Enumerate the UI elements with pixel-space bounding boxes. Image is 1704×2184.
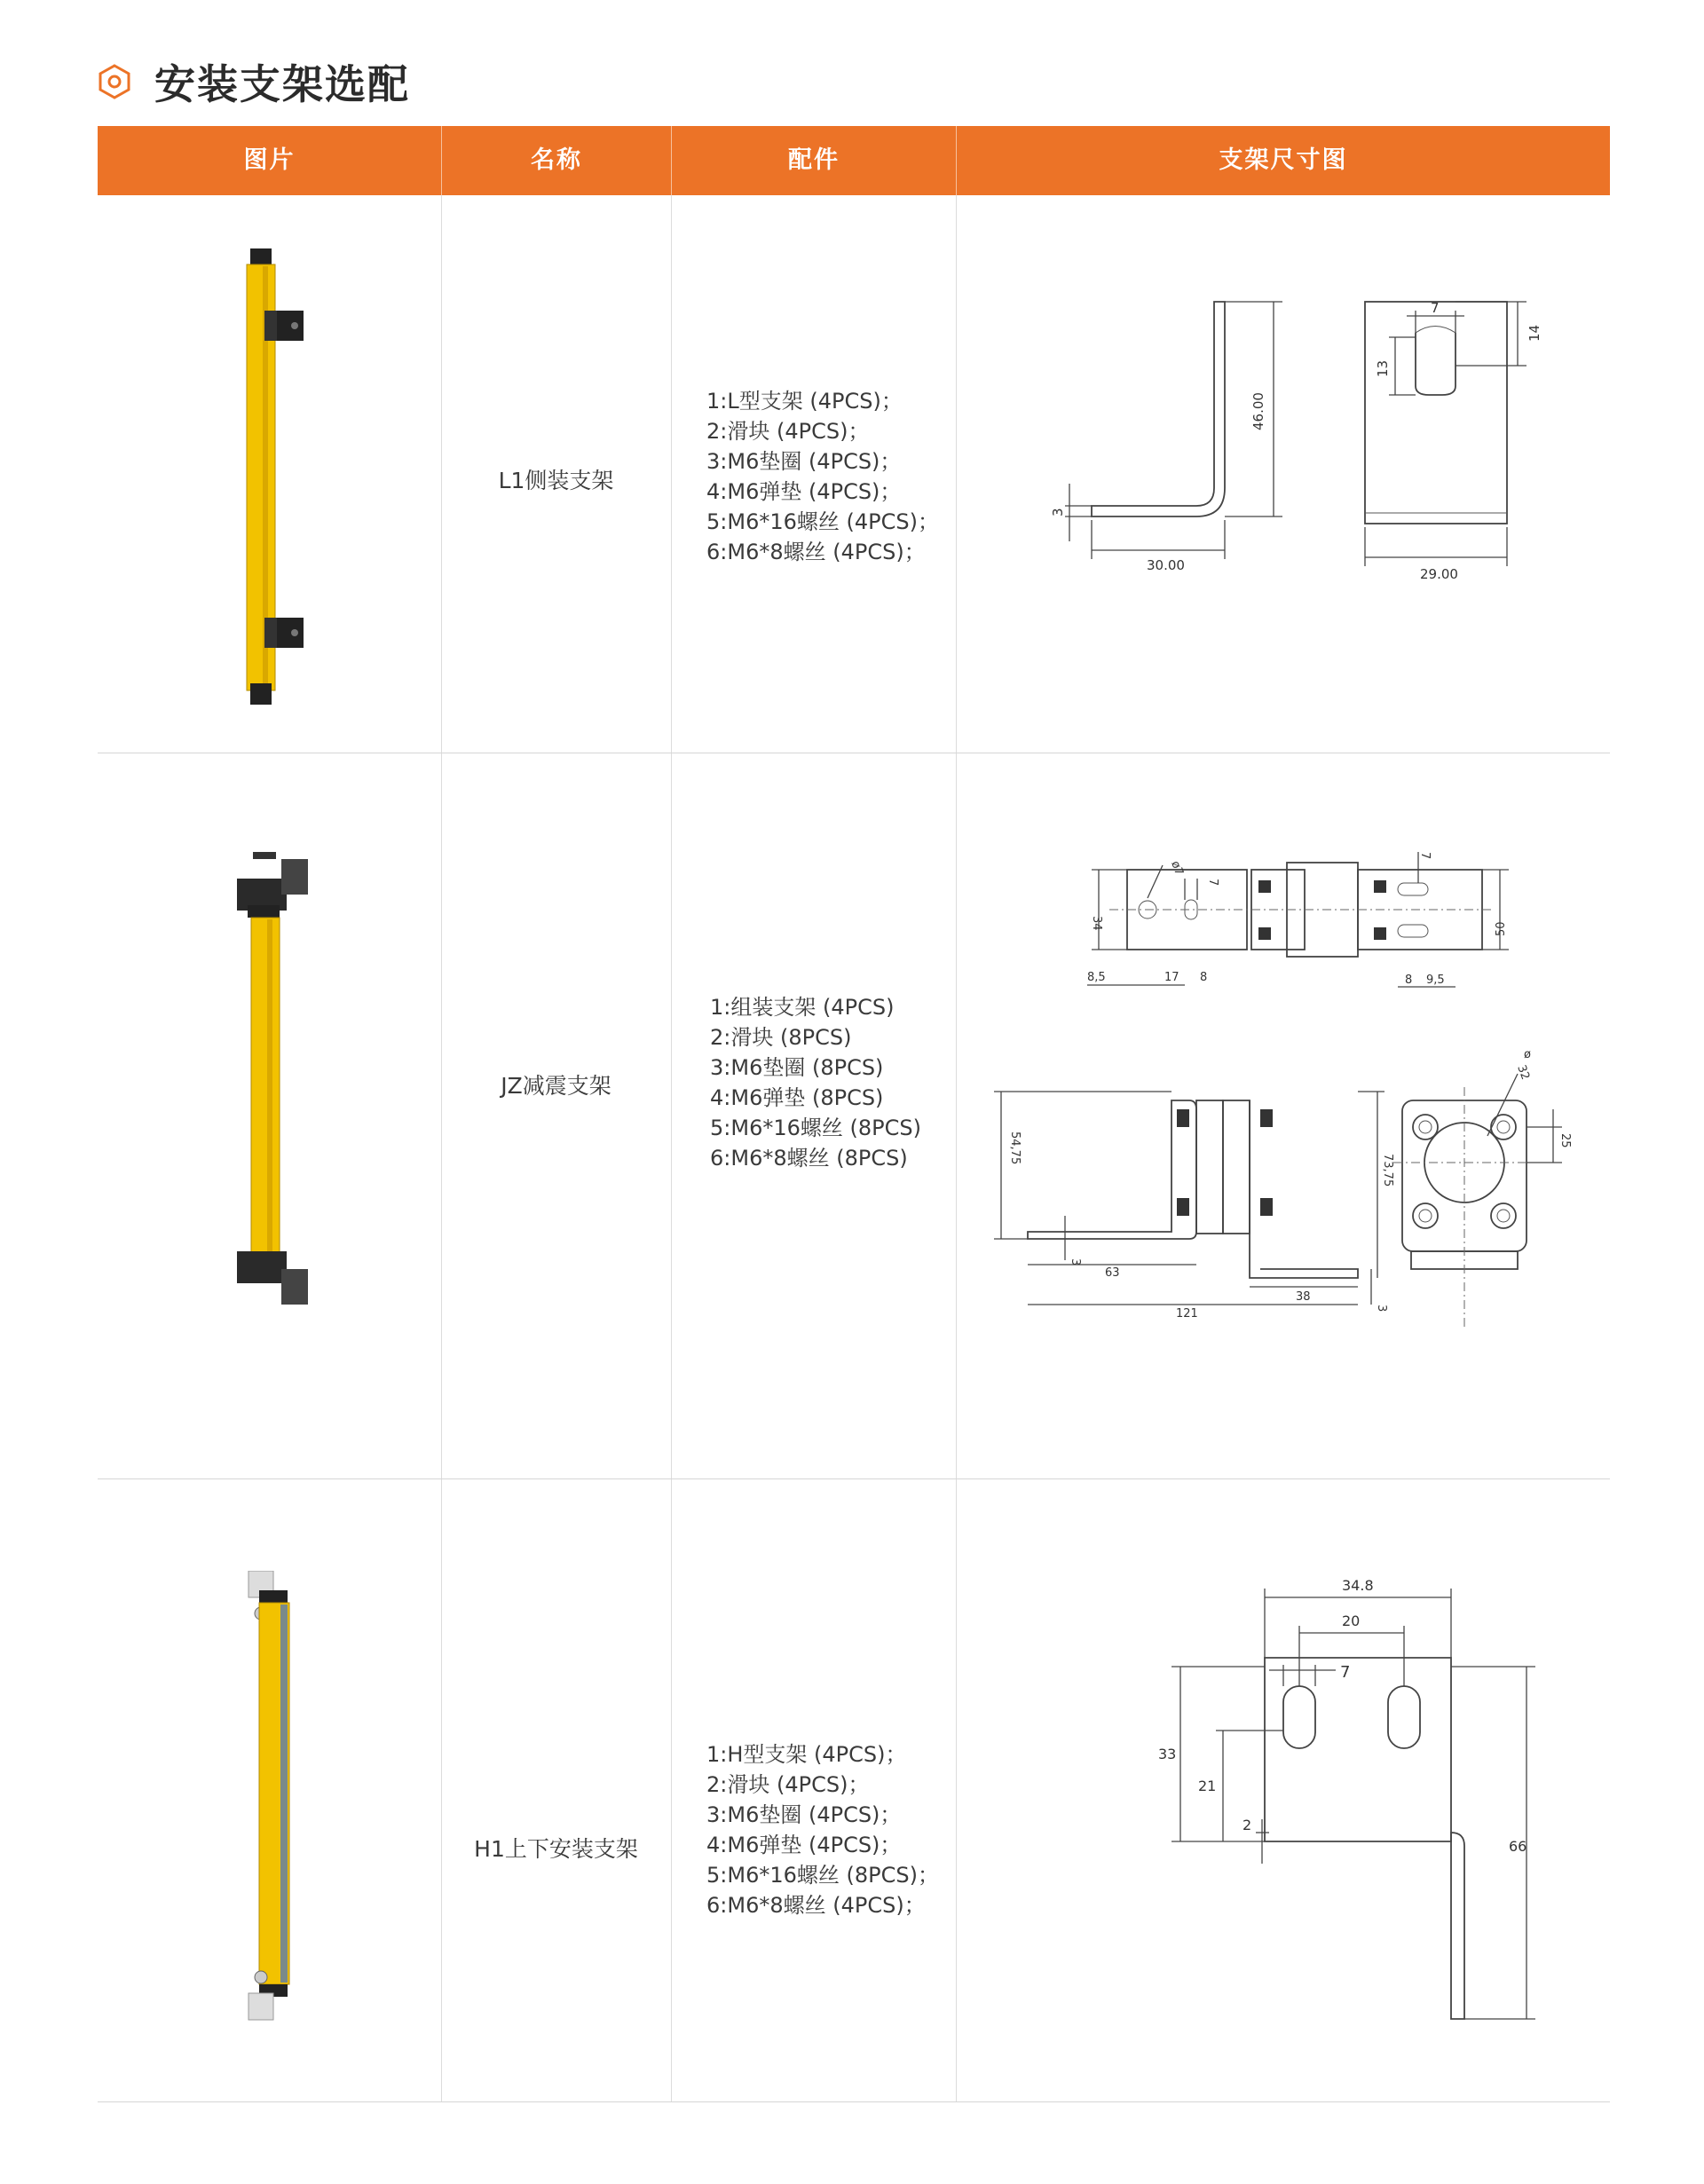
parts-item: 2:滑块 (4PCS)； (706, 419, 870, 444)
svg-text:63: 63 (1105, 1266, 1120, 1280)
parts-list (706, 386, 939, 567)
svg-text:7: 7 (1206, 879, 1219, 887)
parts-item: 5:M6*16螺丝 (8PCS)； (706, 1863, 939, 1888)
svg-text:54,75: 54,75 (1008, 1131, 1022, 1165)
column-header-image: 图片 (243, 146, 296, 174)
parts-item: 2:滑块 (4PCS)； (706, 1772, 870, 1797)
svg-text:8: 8 (1405, 974, 1413, 987)
hexagon-nut-icon (96, 63, 133, 100)
svg-text:50: 50 (1495, 921, 1508, 936)
svg-text:7: 7 (1340, 1663, 1351, 1682)
svg-text:21: 21 (1198, 1778, 1217, 1794)
svg-text:ø: ø (1524, 1048, 1531, 1061)
svg-text:25: 25 (1558, 1133, 1572, 1148)
svg-text:73,75: 73,75 (1381, 1154, 1394, 1187)
page-title (96, 55, 410, 108)
parts-item: 4:M6弹垫 (8PCS) (710, 1085, 884, 1110)
parts-item: 6:M6*8螺丝 (4PCS)； (706, 1893, 926, 1918)
title-text: 安装支架选配 (154, 60, 410, 108)
parts-item: 3:M6垫圈 (4PCS)； (706, 1802, 902, 1827)
svg-text:3: 3 (1050, 508, 1066, 516)
svg-text:32: 32 (1514, 1063, 1532, 1082)
svg-text:66: 66 (1509, 1838, 1527, 1855)
svg-text:20: 20 (1342, 1612, 1361, 1629)
parts-item: 3:M6垫圈 (4PCS)； (706, 449, 902, 474)
svg-text:33: 33 (1158, 1746, 1177, 1762)
svg-text:9,5: 9,5 (1426, 974, 1445, 987)
parts-list (710, 992, 921, 1173)
svg-text:46.00: 46.00 (1250, 392, 1266, 430)
svg-text:17: 17 (1164, 971, 1179, 984)
product-image-l1 (231, 248, 328, 710)
product-name: JZ减震支架 (501, 1073, 611, 1099)
svg-text:8: 8 (1200, 971, 1208, 984)
svg-text:3: 3 (1069, 1258, 1082, 1266)
parts-item: 1:组装支架 (4PCS) (710, 995, 895, 1020)
table-header (98, 126, 1610, 195)
column-header-parts: 配件 (788, 146, 840, 174)
svg-text:7: 7 (1418, 852, 1432, 860)
parts-item: 2:滑块 (8PCS) (710, 1025, 852, 1050)
column-header-name: 名称 (531, 146, 582, 174)
parts-item: 1:H型支架 (4PCS)； (706, 1742, 907, 1767)
parts-item: 3:M6垫圈 (8PCS) (710, 1055, 884, 1080)
svg-text:121: 121 (1176, 1307, 1198, 1321)
svg-text:13: 13 (1375, 359, 1391, 377)
svg-text:29.00: 29.00 (1420, 566, 1458, 582)
svg-text:2: 2 (1242, 1817, 1252, 1833)
svg-text:38: 38 (1296, 1290, 1311, 1304)
dimension-drawing-h1 (1127, 1571, 1553, 2041)
product-name: H1上下安装支架 (474, 1836, 638, 1862)
parts-item: 5:M6*16螺丝 (4PCS)； (706, 509, 939, 534)
parts-item: 6:M6*8螺丝 (8PCS) (710, 1146, 908, 1171)
parts-item: 6:M6*8螺丝 (4PCS)； (706, 540, 926, 564)
column-header-drawing: 支架尺寸图 (1219, 146, 1348, 174)
svg-text:34: 34 (1090, 916, 1103, 931)
parts-item: 5:M6*16螺丝 (8PCS) (710, 1116, 921, 1140)
product-image-h1 (240, 1571, 311, 2023)
svg-text:30.00: 30.00 (1147, 557, 1185, 573)
dimension-drawing-jz (994, 843, 1598, 1340)
parts-item: 4:M6弹垫 (4PCS)； (706, 479, 902, 504)
dimension-drawing-l1 (1047, 284, 1562, 603)
svg-text:3: 3 (1375, 1305, 1388, 1313)
parts-item: 1:L型支架 (4PCS)； (706, 389, 903, 414)
svg-text:7: 7 (1431, 300, 1440, 316)
svg-text:8,5: 8,5 (1087, 971, 1106, 984)
product-image-jz (226, 852, 333, 1313)
parts-item: 4:M6弹垫 (4PCS)； (706, 1833, 902, 1857)
svg-text:ø7: ø7 (1168, 859, 1186, 878)
product-name: L1侧装支架 (498, 468, 614, 493)
svg-text:14: 14 (1526, 324, 1542, 342)
parts-list (706, 1739, 939, 1920)
svg-text:34.8: 34.8 (1342, 1577, 1374, 1594)
